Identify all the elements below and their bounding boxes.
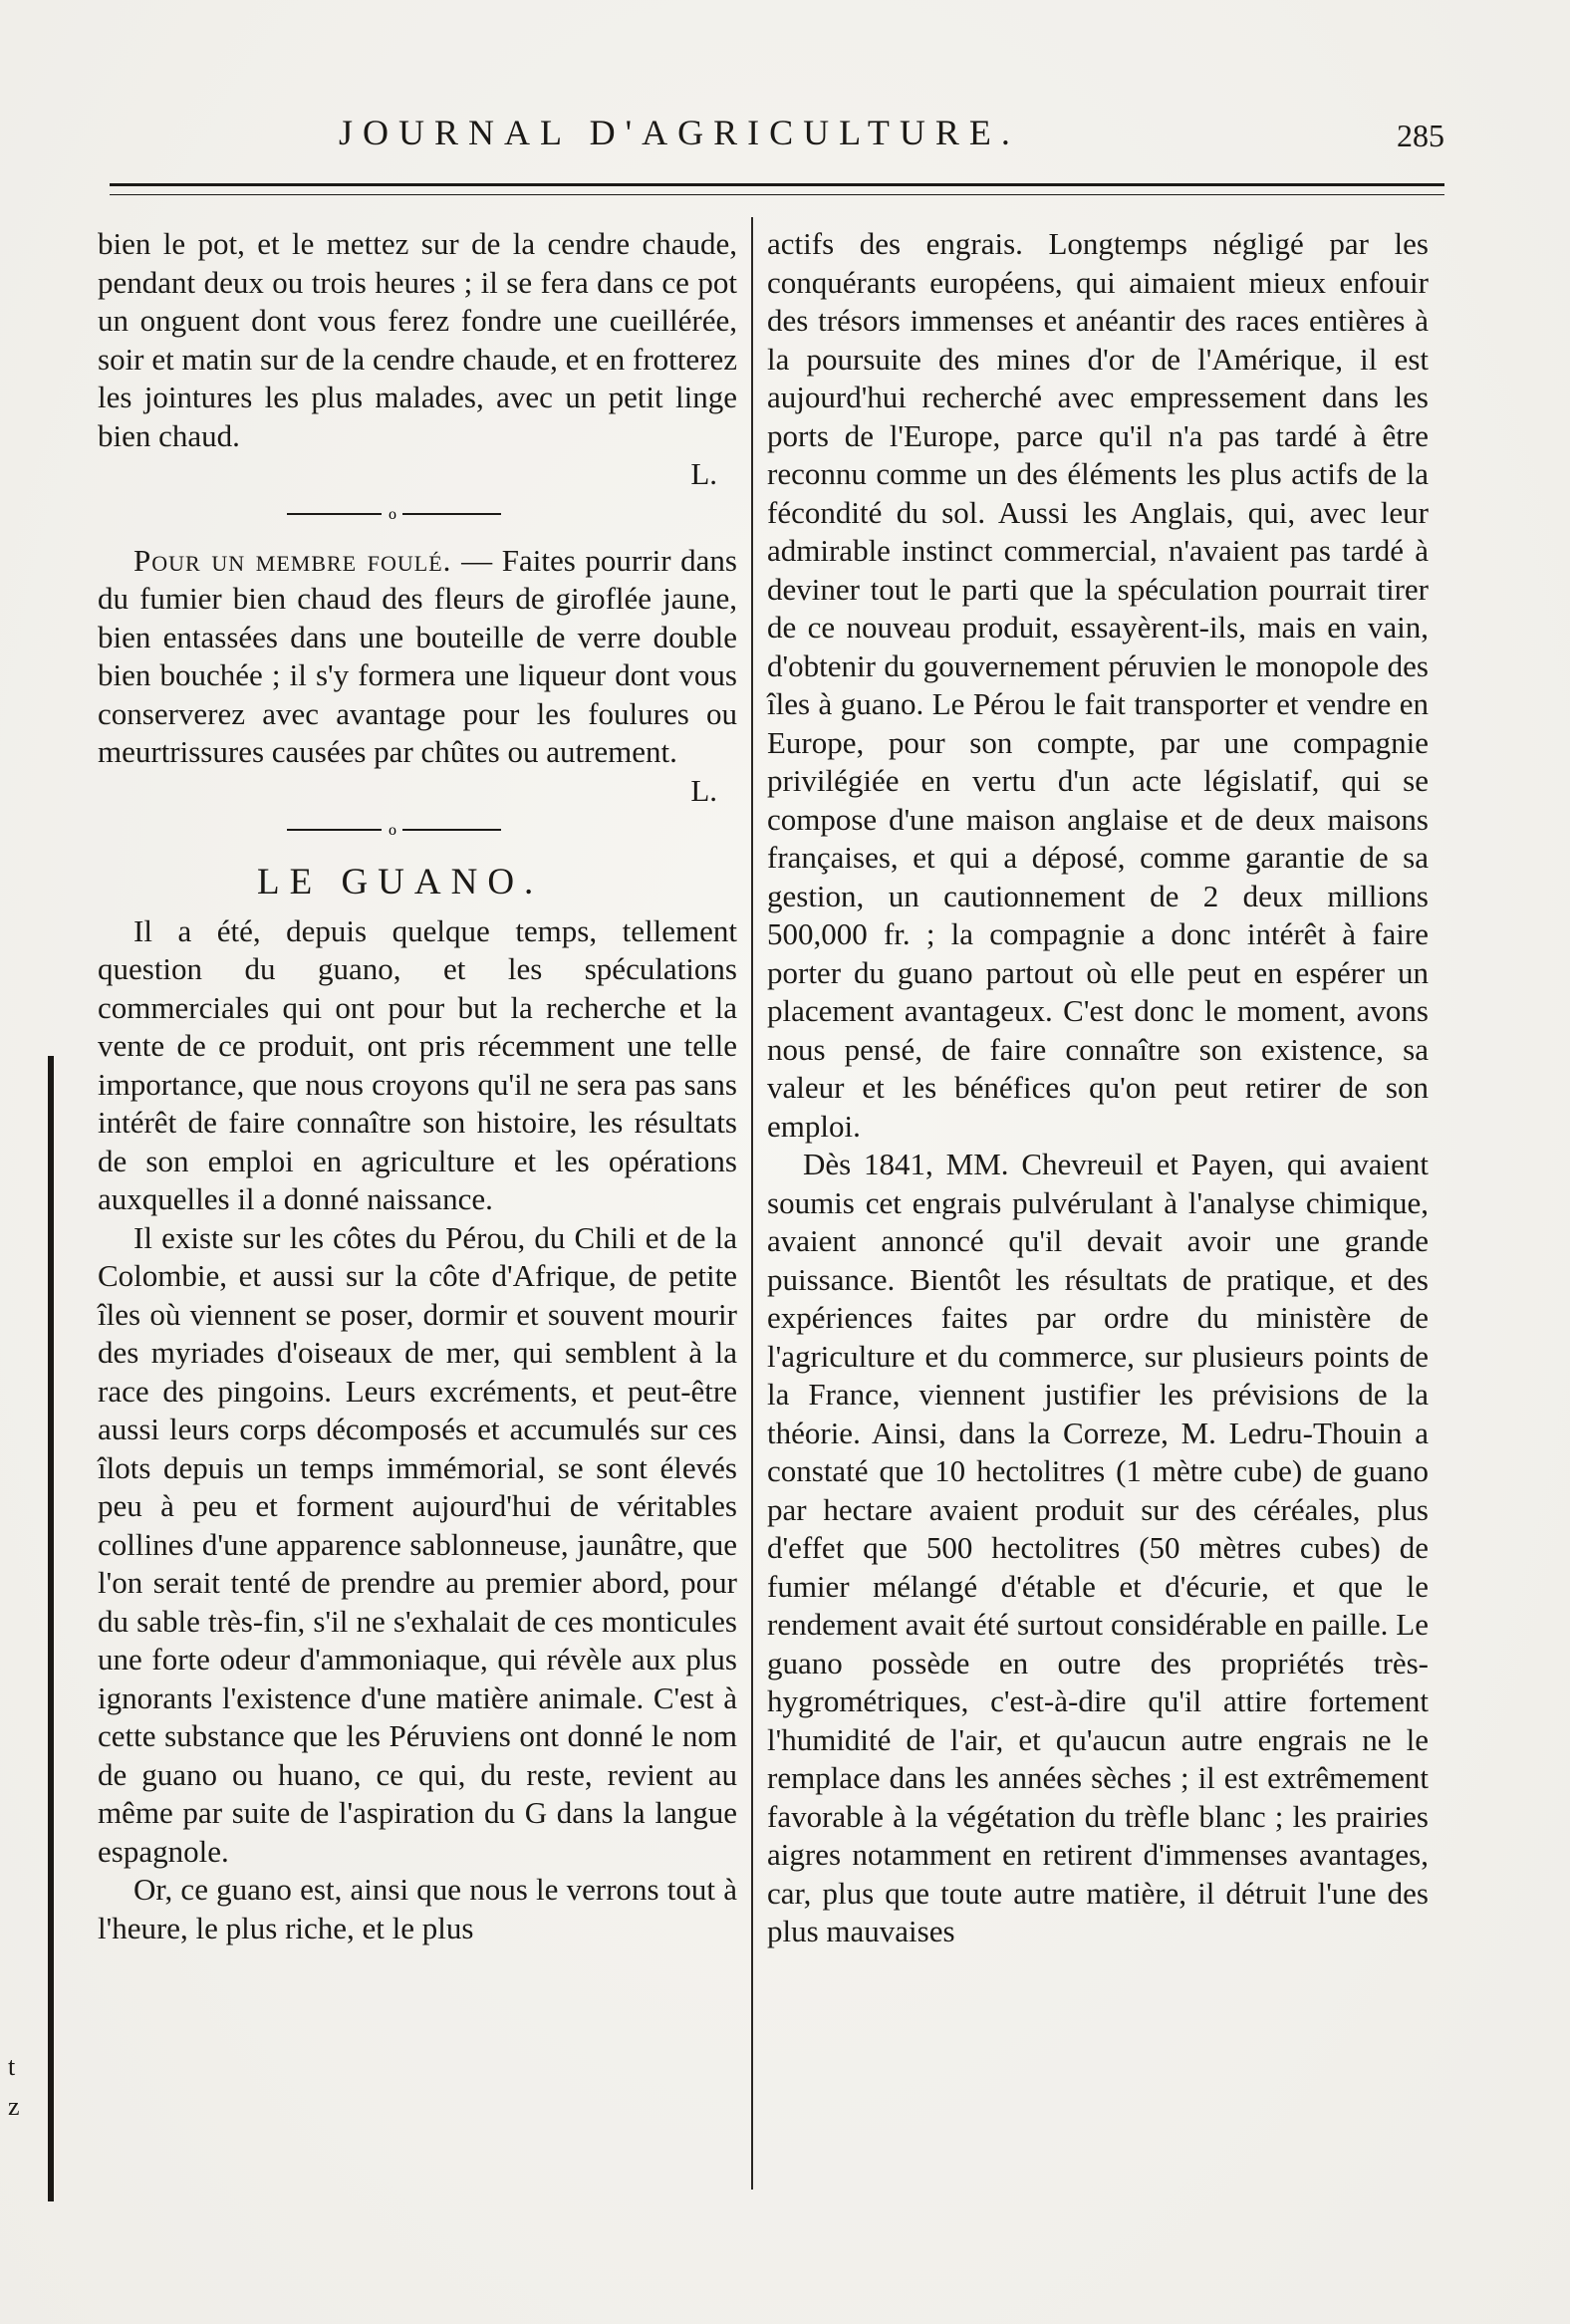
right-paragraph-1: actifs des engrais. Longtemps négligé par les conquérants européens, qui aimaient mieux enfouir des trésors immenses et anéantir des races entières à la poursuite des mines d'or de l'Amérique, il est aujourd'hui recherché avec empressement dans les ports de l'Europe, parce qu'il n'a pas tardé à être reconnu comme un des éléments les plus actifs de la fécondité du sol. Aussi les Anglais, qui, avec leur admirable instinct commercial, n'avaient pas tardé à deviner tout le parti que la spéculation pourrait tirer de ce nouveau produit, essayèrent-ils, mais en vain, d'obtenir du gouvernement péruvien le monopole des îles à guano. Le Pérou le fait transporter et vendre en Europe, pour son compte, par une compagnie privilégiée en vertu d'un acte législatif, qui se compose d'une maison anglaise et de deux maisons françaises, et qui a déposé, comme garantie de sa gestion, un cautionnement de 2 deux millions 500,000 fr. ; la compagnie a donc intérêt à faire porter du guano partout où elle peut en espérer un placement avantageux. C'est donc le moment, avons nous pensé, de faire connaître son existence, sa valeur et les bénéfices qu'on peut retirer de son emploi.: [767, 226, 1429, 1144]
separator-1: [98, 494, 737, 542]
right-paragraph-2: Dès 1841, MM. Chevreuil et Payen, qui avaient soumis cet engrais pulvérulant à l'analyse chimique, avaient annoncé qu'il devait avoir une grande puissance. Bientôt les résultats de pratique, et des expériences faites par ordre du ministère de l'agriculture et du commerce, sur plusieurs points de la France, viennent justifier les prévisions de la théorie. Ainsi, dans la Correze, M. Ledru-Thouin a constaté que 10 hectolitres (1 mètre cube) de guano par hectare avaient produit sur des céréales, plus d'effet que 500 hectolitres (50 mètres cubes) de fumier mélangé d'étable et d'écurie, et que le rendement avait été surtout considérable en paille. Le guano possède en outre des propriétés très-hygrométriques, c'est-à-dire qu'il attire fortement l'humidité de l'air, et qu'aucun autre engrais ne le remplace dans les années sèches ; il est extrêmement favorable à la végétation du trèfle blanc ; les prairies aigres notamment en retirent d'immenses avantages, car, plus que toute autre matière, il détruit l'une des plus mauvaises: [767, 1147, 1429, 1948]
left-paragraph-1: bien le pot, et le mettez sur de la cendre chaude, pendant deux ou trois heures ; il se fera dans ce pot un onguent dont vous ferez fondre une cueillérée, soir et matin sur de la cendre chaude, et en frotterez les jointures les plus malades, avec un petit linge bien chaud.: [98, 226, 737, 453]
header-rule: [110, 183, 1444, 195]
running-title: JOURNAL D'AGRICULTURE.: [339, 113, 1020, 152]
margin-mark-1: t: [8, 2052, 16, 2081]
left-paragraph-4: Il existe sur les côtes du Pérou, du Chili et de la Colombie, et aussi sur la côte d'Afrique, de petite îles où viennent se poser, dormir et souvent mourir des myriades d'oiseaux de mer, qui semblent à la race des pingoins. Leurs excréments, et peut-être aussi leurs corps décomposés et accumulés sur ces îlots depuis un temps immémorial, se sont élevés peu à peu et forment aujourd'hui de véritables collines d'une apparence sablonneuse, jaunâtre, que l'on serait tenté de prendre au premier abord, pour du sable très-fin, s'il ne s'exhalait de ces monticules une forte odeur d'ammoniaque, qui révèle aux plus ignorants l'existence d'une matière animale. C'est à cette substance que les Péruviens ont donné le nom de guano ou huano, ce qui, du reste, revient au même par suite de l'aspiration du G dans la langue espagnole.: [98, 1219, 737, 1869]
page-number: 285: [1397, 118, 1444, 153]
section-title: LE GUANO.: [257, 862, 544, 903]
left-paragraph-5: Or, ce guano est, ainsi que nous le verrons tout à l'heure, le plus riche, et le plus: [98, 1872, 737, 1945]
svg-text:o: o: [389, 505, 396, 523]
margin-mark-2: z: [8, 2092, 20, 2121]
left-signature-1: L.: [690, 456, 717, 491]
left-paragraph-3: Il a été, depuis quelque temps, tellement question du guano, et les spéculations commerciales qui ont pour but la recherche et la vente de ce produit, ont pris récemment une telle importance, que nous croyons qu'il ne sera pas sans intérêt de faire connaître son histoire, les résultats de son emploi en agriculture et les opérations auxquelles il a donné naissance.: [98, 912, 737, 1216]
page-header: [110, 112, 1444, 171]
left-column: [98, 225, 737, 2195]
paragraph-lead: Pour un membre foulé.: [133, 542, 452, 578]
column-divider: [751, 217, 753, 2190]
left-signature-2: L.: [690, 772, 717, 808]
right-column: [767, 225, 1429, 2195]
svg-text:o: o: [389, 822, 396, 839]
left-paragraph-2: [98, 542, 737, 772]
margin-bar: [48, 1056, 54, 2201]
separator-2: [98, 810, 737, 858]
paragraph-body: — Faites pourrir dans du fumier bien chaud des fleurs de giroflée jaune, bien entassées dans une bouteille de verre double bien bouchée ; il s'y formera une liqueur dont vous conserverez avec avantage pour les foulures ou meurtrissures causées par chûtes ou autrement.: [98, 542, 737, 769]
